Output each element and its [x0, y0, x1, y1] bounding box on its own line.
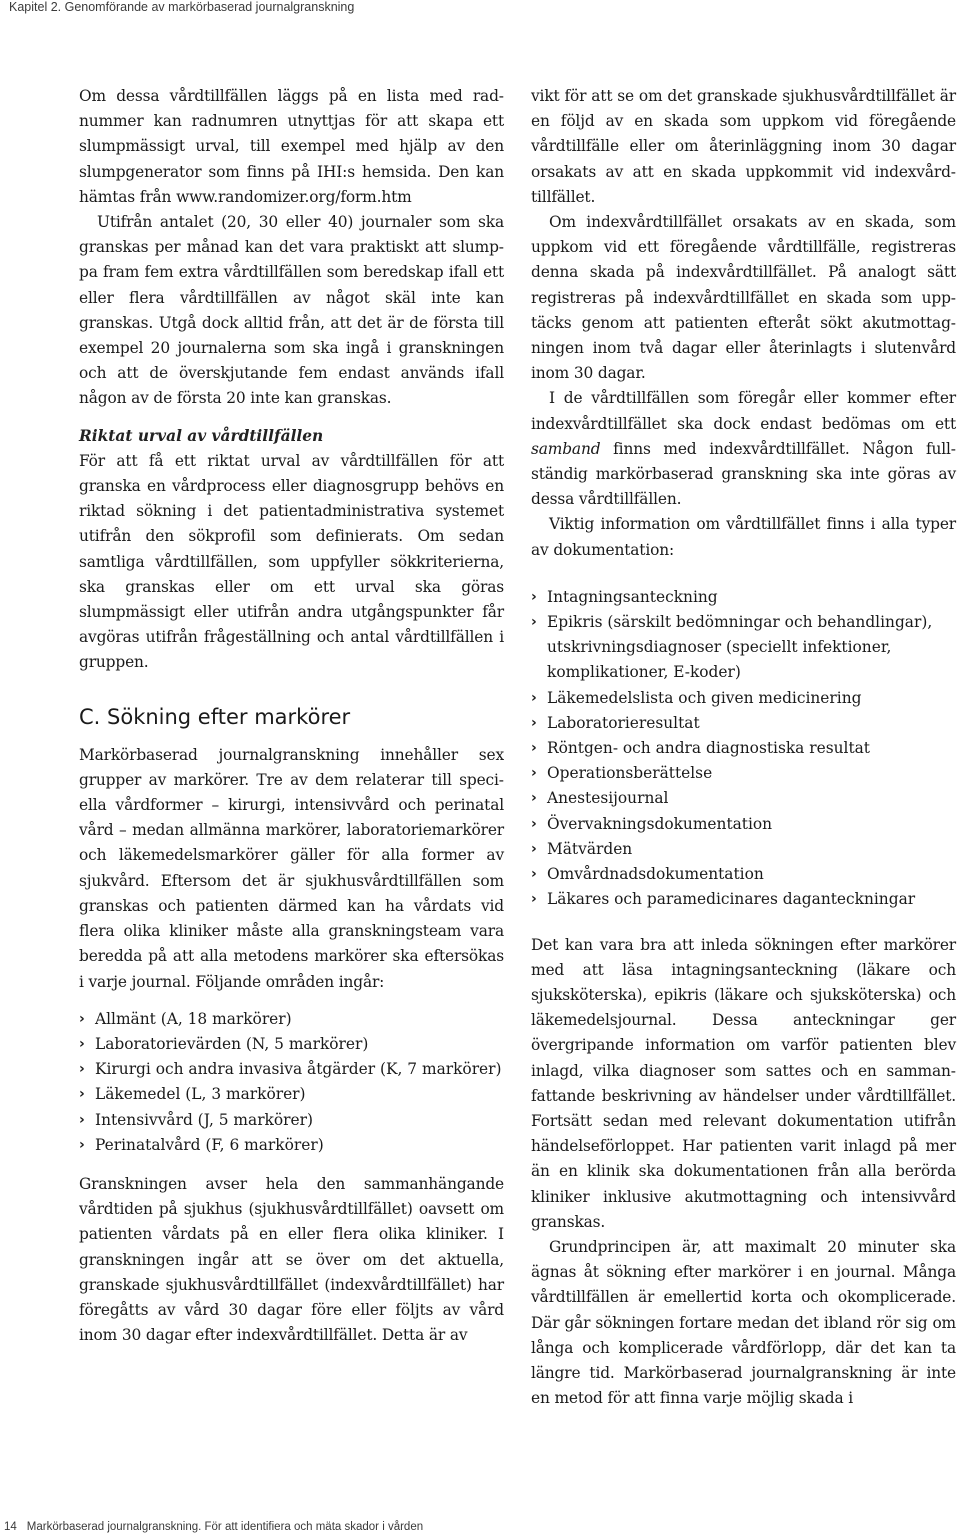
subheading: Riktat urval av vårdtillfällen [79, 426, 324, 445]
list-item: › Perinatalvård (F, 6 markörer) [79, 1133, 504, 1158]
list-item: › Epikris (särskilt bedömningar och behandlingar), utskrivningsdiagnoser (speciellt infektioner, komplikationer, E-koder) [531, 610, 956, 686]
paragraph: För att få ett riktat urval av vårdtillfällen för att granska en vårdprocess eller diagnosgrupp behövs en riktad sökning i det patientadministrativa systemet utifrån den sökprofil som definierats. Om sedan samtliga vårdtillfällen, som uppfyller sökkriterierna, ska granskas eller om ett urval ska göras slumpmässigt eller utifrån andra utgångspunkter får avgöras utifrån frågeställning och antal vårdtillfällen i gruppen. [79, 451, 504, 672]
section-heading: C. Sökning efter markörer [79, 704, 351, 729]
list-item: › Röntgen- och andra diagnostiska resultat [531, 736, 956, 761]
paragraph: vikt för att se om det granskade sjukhusvårdtillfället är en följd av en skada som uppkom vid föregående vårdtillfälle eller om återinläggning inom 30 dagar orsakats av att en skada uppkommit vid indexvårdtillfället. [531, 87, 956, 206]
footer-title: Markörbaserad journalgranskning. För att identifiera och mäta skador i vården [26, 1521, 424, 1533]
chevron-right-icon: › [531, 790, 537, 807]
chevron-right-icon: › [531, 740, 537, 757]
chevron-right-icon: › [79, 1010, 85, 1027]
paragraph: Utifrån antalet (20, 30 eller 40) journaler som ska granskas per månad kan det vara praktiskt att slumppa fram fem extra vårdtillfällen som beredskap ifall ett eller flera vårdtillfällen av något skäl inte kan granskas. Utgå dock alltid från, att det är de första till exempel 20 journalerna som ska ingå i granskningen och att de överskjutande fem endast används ifall någon av de första 20 inte kan granskas. [79, 213, 504, 408]
right-column [531, 84, 956, 1411]
paragraph: I de vårdtillfällen som föregår eller kommer efter indexvårdtillfället ska dock endast bedömas om ett samband finns med indexvårdtillfället. Någon fullständig markörbaserad granskning ska inte göras av dessa vårdtillfällen. [531, 389, 956, 509]
chevron-right-icon: › [531, 815, 537, 832]
chevron-right-icon: › [79, 1136, 85, 1153]
list-item: › Anestesijournal [531, 786, 956, 811]
running-header: Kapitel 2. Genomförande av markörbaserad journalgranskning [9, 0, 355, 14]
paragraph: Markörbaserad journalgranskning innehåller sex grupper av markörer. Tre av dem relaterar till speciella vårdformer – kirurgi, intensivvård och perinatal vård – medan allmänna markörer, laboratoriemarkörer och läkemedelsmarkörer gäller för alla former av sjukvård. Eftersom det är sjukhusvårdtillfällen som granskas och patienten därmed kan ha vårdats vid flera olika kliniker måste alla granskningsteam vara beredda på att alla metodens markörer ska eftersökas i varje journal. Följande områden ingår: [79, 745, 504, 991]
list-item: › Mätvärden [531, 837, 956, 862]
chevron-right-icon: › [79, 1111, 85, 1128]
list-item: › Övervakningsdokumentation [531, 812, 956, 837]
list-item: › Intensivvård (J, 5 markörer) [79, 1108, 504, 1133]
list-item: › Omvårdnadsdokumentation [531, 862, 956, 887]
chevron-right-icon: › [79, 1086, 85, 1103]
chevron-right-icon: › [531, 714, 537, 731]
paragraph: Viktig information om vårdtillfället finns i alla typer av dokumentation: [531, 515, 956, 559]
list-item: › Laboratorievärden (N, 5 markörer) [79, 1032, 504, 1057]
chevron-right-icon: › [531, 840, 537, 857]
emphasis: samband [531, 439, 601, 458]
paragraph: Granskningen avser hela den sammanhängande vårdtiden på sjukhus (sjukhusvårdtillfället) oavsett om patienten vårdats på en eller flera olika kliniker. I granskningen ingår att se över om det aktuella, granskade sjukhusvårdtillfället (indexvårdtillfället) har föregåtts av vård 30 dagar före eller följts av vård inom 30 dagar efter indexvårdtillfället. Detta är av [79, 1174, 504, 1345]
chevron-right-icon: › [79, 1035, 85, 1052]
list-item: › Läkemedelslista och given medicinering [531, 686, 956, 711]
list-item: › Operationsberättelse [531, 761, 956, 786]
paragraph: Grundprincipen är, att maximalt 20 minuter ska ägnas åt sökning efter markörer i en journal. Många vårdtillfällen är emellertid korta och okomplicerade. Där går sökningen fortare medan det ibland rör sig om långa och komplicerade vårdförlopp, där det kan ta längre tid. Markörbaserad journalgranskning är inte en metod för att finna varje möjlig skada i [531, 1237, 956, 1408]
chevron-right-icon: › [531, 588, 537, 605]
marker-groups-list [79, 1007, 504, 1158]
chevron-right-icon: › [531, 765, 537, 782]
chevron-right-icon: › [531, 614, 537, 631]
list-item: › Läkares och paramedicinares daganteckningar [531, 887, 956, 912]
paragraph: Om indexvårdtillfället orsakats av en skada, som uppkom vid ett föregående vårdtillfälle, registreras denna skada på indexvårdtillfället. På analogt sätt registreras på indexvårdtillfället en skada som upptäcks genom att patienten efteråt sökt akutmottagningen inom två dagar eller återinlagts i slutenvård inom 30 dagar. [531, 213, 956, 383]
chevron-right-icon: › [531, 689, 537, 706]
documentation-types-list [531, 585, 956, 913]
page-number: 14 [4, 1521, 17, 1533]
paragraph: Om dessa vårdtillfällen läggs på en lista med radnummer kan radnumren utnyttjas för att skapa ett slumpmässigt urval, till exempel med hjälp av den slumpgenerator som finns på IHI:s hemsida. Den kan hämtas från www.randomizer.org/form.htm [79, 87, 504, 206]
left-column [79, 84, 504, 1348]
list-item: › Allmänt (A, 18 markörer) [79, 1007, 504, 1032]
chevron-right-icon: › [531, 866, 537, 883]
running-footer [4, 1521, 423, 1533]
list-item: › Läkemedel (L, 3 markörer) [79, 1082, 504, 1107]
paragraph: Det kan vara bra att inleda sökningen efter markörer med att läsa intagningsanteckning (läkare och sjuksköterska), epikris (läkare och sjuksköterska) och läkemedelsjournal. Dessa anteckningar ger övergripande information om varför patienten blev inlagd, vilka diagnoser som sattes och en sammanfattande beskrivning av händelser under vårdtillfället. Fortsätt sedan med relevant dokumentation utifrån händelseförloppet. Har patienten varit inlagd på mer än en klinik ska dokumentationen från alla berörda kliniker inklusive akutmottagning och intensivvård granskas. [531, 935, 956, 1231]
list-item: › Laboratorieresultat [531, 711, 956, 736]
chevron-right-icon: › [79, 1061, 85, 1078]
list-item: › Kirurgi och andra invasiva åtgärder (K, 7 markörer) [79, 1057, 504, 1082]
chevron-right-icon: › [531, 891, 537, 908]
list-item: › Intagningsanteckning [531, 585, 956, 610]
